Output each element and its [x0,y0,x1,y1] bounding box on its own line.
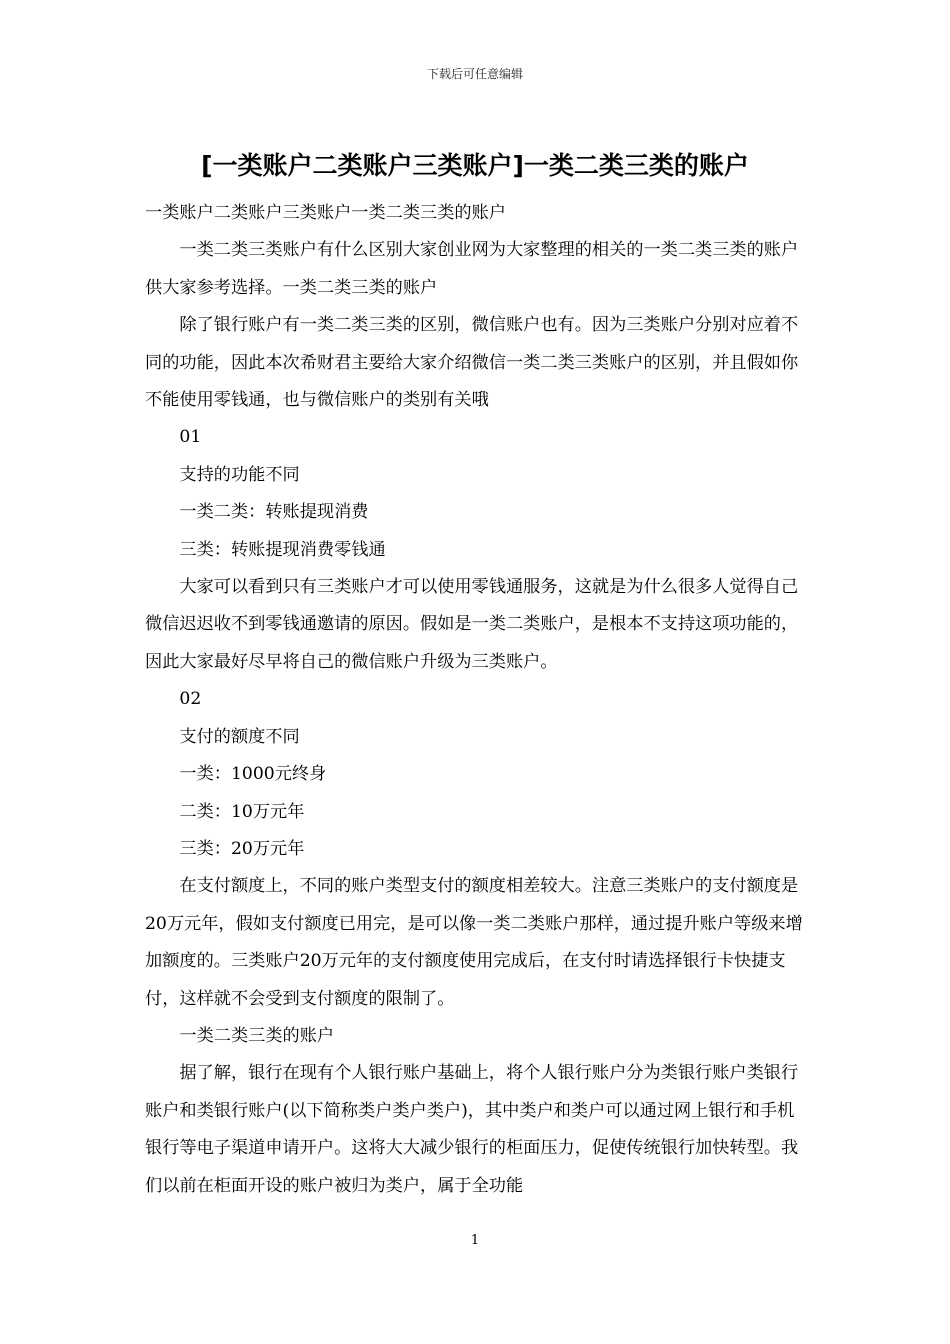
paragraph: 三类：20万元年 [179,838,305,859]
document-title: [一类账户二类账户三类账户]一类二类三类的账户 [201,151,749,180]
paragraph: 据了解，银行在现有个人银行账户基础上，将个人银行账户分为类银行账户类银行账户和类银行账户(以下简称类户类户类户)，其中类户和类户可以通过网上银行和手机银行等电子渠道申请开户。这将大大减少银行的柜面压力，促使传统银行加快转型。我们以前在柜面开设的账户被归为类户，属于全功能 [145,1063,799,1196]
document-body [145,195,810,1205]
section-heading: 支持的功能不同 [179,464,300,485]
paragraph: 二类：10万元年 [179,801,305,822]
section-heading: 一类二类三类的账户 [179,1025,335,1046]
paragraph: 一类二类三类账户有什么区别大家创业网为大家整理的相关的一类二类三类的账户供大家参考选择。一类二类三类的账户 [145,240,799,298]
paragraph: 在支付额度上，不同的账户类型支付的额度相差较大。注意三类账户的支付额度是20万元年，假如支付额度已用完，是可以像一类二类账户那样，通过提升账户等级来增加额度的。三类账户20万元年的支付额度使用完成后，在支付时请选择银行卡快捷支付，这样就不会受到支付额度的限制了。 [145,876,803,1009]
paragraph: 大家可以看到只有三类账户才可以使用零钱通服务，这就是为什么很多人觉得自己微信迟迟收不到零钱通邀请的原因。假如是一类二类账户，是根本不支持这项功能的，因此大家最好尽早将自己的微信账户升级为三类账户。 [145,577,799,672]
section-number: 02 [179,689,202,710]
paragraph: 一类：1000元终身 [179,764,327,785]
paragraph: 一类账户二类账户三类账户一类二类三类的账户 [145,203,506,223]
paragraph: 三类：转账提现消费零钱通 [179,539,386,560]
section-number: 01 [179,427,202,448]
section-heading: 支付的额度不同 [179,726,300,747]
page-number: 1 [470,1233,480,1248]
header-note: 下载后可任意编辑 [426,67,523,81]
paragraph: 一类二类：转账提现消费 [179,502,369,523]
paragraph: 除了银行账户有一类二类三类的区别，微信账户也有。因为三类账户分别对应着不同的功能，因此本次希财君主要给大家介绍微信一类二类三类账户的区别，并且假如你不能使用零钱通，也与微信账户的类别有关哦 [145,315,799,411]
